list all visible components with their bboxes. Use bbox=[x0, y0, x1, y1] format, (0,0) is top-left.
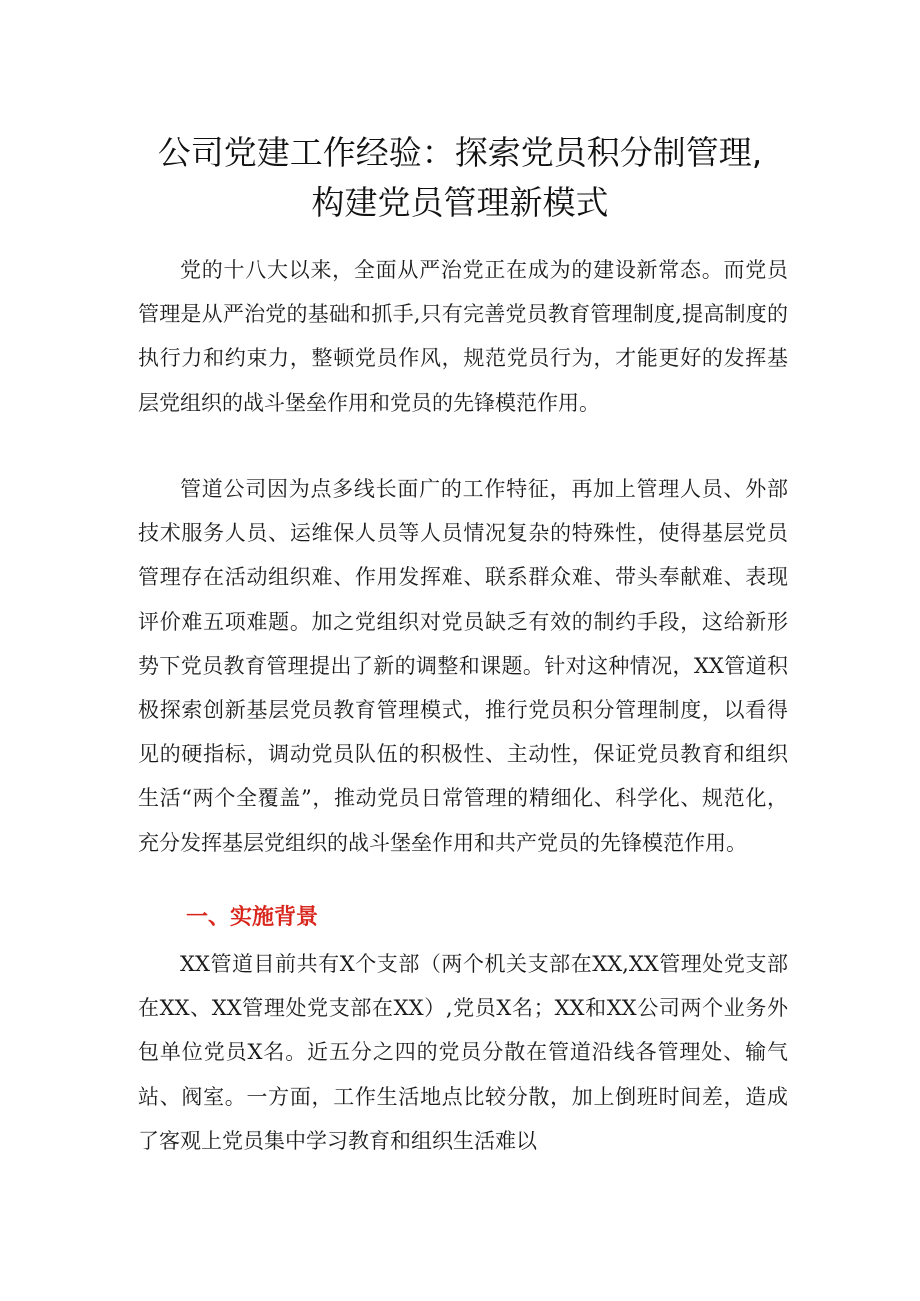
section-heading: 一、实施背景 bbox=[186, 905, 319, 930]
document-title bbox=[0, 128, 920, 228]
title-line-2: 构建党员管理新模式 bbox=[311, 183, 609, 222]
paragraph-current-status: XX管道目前共有X个支部（两个机关支部在XX,XX管理处党支部在XX、XX管理处党支部在XX）,党员X名；XX和XX公司两个业务外包单位党员X名。近五分之四的党员分散在管道沿线各管理处、输气站、阀室。一方面，工作生活地点比较分散，加上倒班时间差，造成了客观上党员集中学习教育和组织生活难以 bbox=[138, 952, 788, 1153]
paragraph-intro: 党的十八大以来，全面从严治党正在成为的建设新常态。而党员管理是从严治党的基础和抓手,只有完善党员教育管理制度,提高制度的执行力和约束力，整顿党员作风，规范党员行为，才能更好的发挥基层党组织的战斗堡垒作用和党员的先锋模范作用。 bbox=[138, 258, 788, 415]
paragraph-background-issues: 管道公司因为点多线长面广的工作特征，再加上管理人员、外部技术服务人员、运维保人员等人员情况复杂的特殊性，使得基层党员管理存在活动组织难、作用发挥难、联系群众难、带头奉献难、表现评价难五项难题。加之党组织对党员缺乏有效的制约手段，这给新形势下党员教育管理提出了新的调整和课题。针对这种情况，XX管道积极探索创新基层党员教育管理模式，推行党员积分管理制度，以看得见的硬指标，调动党员队伍的积极性、主动性，保证党员教育和组织生活“两个全覆盖”，推动党员日常管理的精细化、科学化、规范化，充分发挥基层党组织的战斗堡垒作用和共产党员的先锋模范作用。 bbox=[138, 477, 788, 855]
title-line-1: 公司党建工作经验：探索党员积分制管理, bbox=[157, 133, 763, 172]
